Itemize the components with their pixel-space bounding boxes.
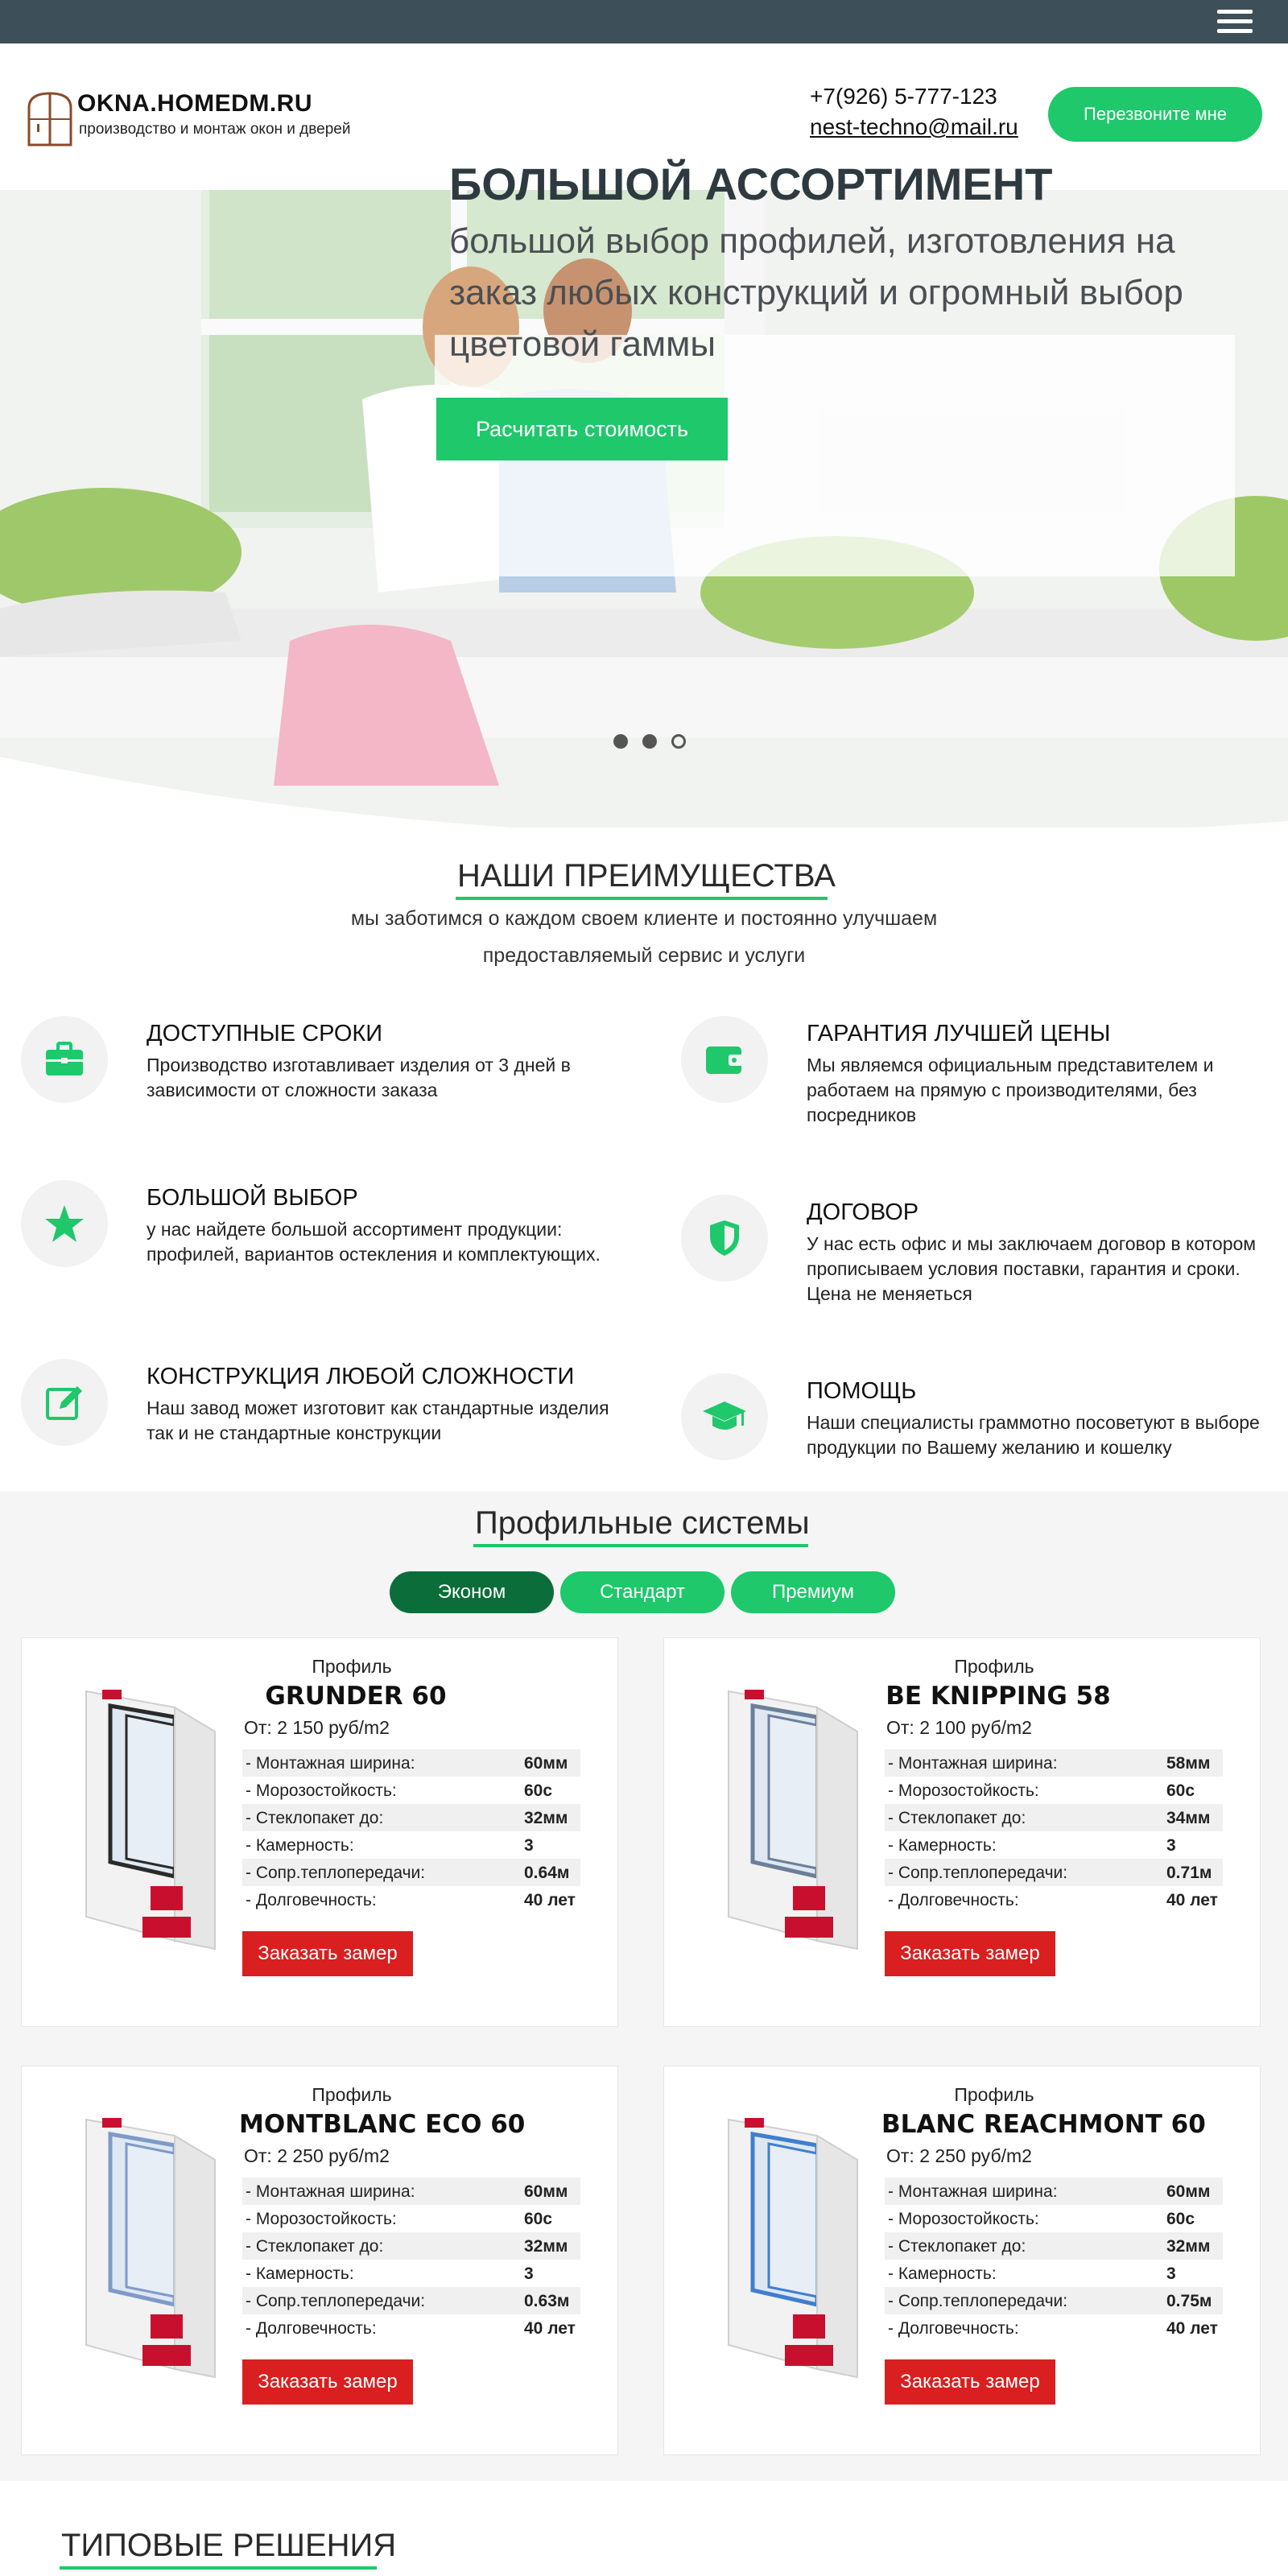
- spec-table: [242, 1749, 580, 1913]
- spec-row: [885, 1777, 1223, 1804]
- menu-icon[interactable]: [1217, 10, 1253, 34]
- edit-icon: [21, 1359, 108, 1446]
- spec-value: 60мм: [524, 1754, 568, 1773]
- spec-label: - Морозостойкость:: [888, 2210, 1039, 2228]
- spec-value: 3: [524, 2264, 534, 2283]
- window-profile-image: [696, 2103, 890, 2393]
- slider-dot-1[interactable]: [613, 734, 628, 749]
- spec-label: - Сопр.теплопередачи:: [246, 2292, 426, 2310]
- spec-row: [242, 2205, 580, 2232]
- brand-tagline: производство и монтаж окон и дверей: [79, 121, 351, 138]
- spec-table: [885, 1749, 1223, 1913]
- slider-dots: [613, 734, 686, 749]
- advantage-text: Производство изготавливает изделия от 3 дней в зависимости от сложности заказа: [147, 1055, 571, 1100]
- slider-dot-3[interactable]: [671, 734, 686, 749]
- brand-name[interactable]: OKNA.HOMEDM.RU: [77, 90, 312, 117]
- spec-value: 60мм: [1166, 2182, 1211, 2201]
- spec-value: 3: [524, 1836, 534, 1855]
- order-measure-button[interactable]: Заказать замер: [242, 1931, 413, 1976]
- profile-name: GRUNDER 60: [265, 1682, 447, 1711]
- spec-value: 58мм: [1166, 1754, 1211, 1773]
- spec-label: - Морозостойкость:: [246, 1781, 397, 1800]
- spec-row: [242, 2287, 580, 2314]
- spec-value: 40 лет: [524, 1891, 576, 1909]
- tab-econom[interactable]: Эконом: [390, 1571, 554, 1613]
- spec-row: [242, 2178, 580, 2205]
- spec-value: 32мм: [524, 1809, 568, 1827]
- advantage-title: ПОМОЩЬ: [807, 1378, 917, 1404]
- profile-card: [21, 1637, 618, 2027]
- spec-label: - Стеклопакет до:: [246, 2237, 384, 2256]
- advantages-title: НАШИ ПРЕИМУЩЕСТВА: [457, 858, 836, 894]
- spec-row: [885, 2205, 1223, 2232]
- spec-table: [242, 2178, 580, 2342]
- window-profile-image: [696, 1675, 890, 1965]
- spec-row: [242, 2260, 580, 2287]
- profile-caption: Профиль: [954, 2084, 1034, 2105]
- spec-row: [242, 1886, 580, 1913]
- spec-label: - Сопр.теплопередачи:: [888, 2292, 1068, 2310]
- window-profile-image: [54, 2103, 247, 2393]
- spec-value: 60мм: [524, 2182, 568, 2201]
- advantages-subtitle-line-2: предоставляемый сервис и услуги: [482, 944, 806, 967]
- spec-label: - Камерность:: [246, 2264, 354, 2283]
- profile-name: BE KNIPPING 58: [886, 1682, 1111, 1711]
- spec-value: 60с: [1166, 1781, 1195, 1800]
- profile-card: [663, 1637, 1261, 2027]
- profile-card: [21, 2066, 618, 2455]
- spec-label: - Стеклопакет до:: [888, 1809, 1026, 1827]
- advantage-title: ДОГОВОР: [807, 1199, 919, 1225]
- profile-name: MONTBLANC ECO 60: [239, 2110, 526, 2139]
- profile-price: От: 2 150 руб/m2: [244, 1717, 390, 1738]
- spec-label: - Долговечность:: [246, 2319, 377, 2338]
- spec-value: 3: [1166, 1836, 1176, 1855]
- spec-row: [242, 1749, 580, 1777]
- spec-row: [885, 1804, 1223, 1831]
- spec-label: - Долговечность:: [888, 2319, 1019, 2338]
- spec-value: 0.64м: [524, 1864, 570, 1882]
- top-bar: [0, 0, 1288, 43]
- spec-table: [885, 2178, 1223, 2342]
- spec-row: [242, 1804, 580, 1831]
- spec-label: - Монтажная ширина:: [888, 1754, 1058, 1773]
- profile-price: От: 2 250 руб/m2: [244, 2145, 390, 2166]
- profiles-title: Профильные системы: [475, 1505, 810, 1541]
- spec-label: - Морозостойкость:: [246, 2210, 397, 2228]
- profile-card: [663, 2066, 1261, 2455]
- phone-link[interactable]: +7(926) 5-777-123: [810, 84, 997, 109]
- profile-caption: Профиль: [312, 1656, 392, 1677]
- spec-row: [242, 1859, 580, 1886]
- spec-row: [885, 2178, 1223, 2205]
- spec-value: 40 лет: [524, 2319, 576, 2338]
- spec-value: 60с: [1166, 2210, 1195, 2228]
- calculate-price-button[interactable]: Расчитать стоимость: [436, 398, 728, 460]
- spec-value: 60с: [524, 1781, 553, 1800]
- advantages-subtitle: [0, 900, 1288, 974]
- spec-row: [885, 2260, 1223, 2287]
- briefcase-icon: [21, 1016, 108, 1103]
- wallet-icon: [681, 1016, 768, 1103]
- spec-row: [885, 1831, 1223, 1859]
- spec-label: - Морозостойкость:: [888, 1781, 1039, 1800]
- profile-price: От: 2 250 руб/m2: [886, 2145, 1032, 2166]
- spec-value: 60с: [524, 2210, 553, 2228]
- advantage-title: КОНСТРУКЦИЯ ЛЮБОЙ СЛОЖНОСТИ: [147, 1364, 575, 1389]
- spec-row: [885, 2287, 1223, 2314]
- profiles-title-underline: [473, 1544, 808, 1547]
- spec-row: [885, 2314, 1223, 2342]
- advantage-title: БОЛЬШОЙ ВЫБОР: [147, 1185, 358, 1211]
- shield-icon: [681, 1195, 768, 1282]
- order-measure-button[interactable]: Заказать замер: [885, 1931, 1055, 1976]
- advantage-text: у нас найдете большой ассортимент продукции: профилей, вариантов остекления и комплектующих.: [147, 1219, 601, 1265]
- spec-label: - Монтажная ширина:: [246, 1754, 415, 1773]
- spec-value: 0.75м: [1166, 2292, 1212, 2310]
- advantage-text: Наш завод может изготовит как стандартные изделия так и не стандартные конструкции: [147, 1397, 609, 1443]
- slider-dot-2[interactable]: [642, 734, 657, 749]
- email-link[interactable]: nest-techno@mail.ru: [810, 114, 1018, 139]
- hero-subtitle: большой выбор профилей, изготовления на заказ любых конструкций и огромный выбор цветовой гаммы: [449, 221, 1183, 364]
- spec-value: 32мм: [1166, 2237, 1211, 2256]
- advantages-subtitle-line-1: мы заботимся о каждом своем клиенте и постоянно улучшаем: [350, 907, 938, 930]
- graduation-cap-icon: [681, 1373, 768, 1460]
- spec-label: - Монтажная ширина:: [888, 2182, 1058, 2201]
- spec-row: [885, 2232, 1223, 2260]
- spec-row: [885, 1749, 1223, 1777]
- spec-label: - Камерность:: [888, 2264, 997, 2283]
- spec-value: 32мм: [524, 2237, 568, 2256]
- spec-value: 0.71м: [1166, 1864, 1212, 1882]
- spec-row: [242, 2314, 580, 2342]
- spec-value: 40 лет: [1166, 1891, 1218, 1909]
- advantage-text: У нас есть офис и мы заключаем договор в котором прописываем условия поставки, гарантия и сроки. Цена не меняеться: [807, 1233, 1257, 1304]
- spec-label: - Долговечность:: [246, 1891, 377, 1909]
- spec-label: - Стеклопакет до:: [246, 1809, 384, 1827]
- spec-label: - Камерность:: [888, 1836, 997, 1855]
- window-profile-image: [54, 1675, 247, 1965]
- profile-caption: Профиль: [954, 1656, 1034, 1677]
- spec-row: [242, 2232, 580, 2260]
- spec-row: [242, 1777, 580, 1804]
- advantage-title: ГАРАНТИЯ ЛУЧШЕЙ ЦЕНЫ: [807, 1021, 1111, 1046]
- profile-price: От: 2 100 руб/m2: [886, 1717, 1032, 1738]
- spec-label: - Сопр.теплопередачи:: [246, 1864, 426, 1882]
- solutions-title-underline: [60, 2566, 377, 2570]
- hero-title: БОЛЬШОЙ АССОРТИМЕНТ: [449, 159, 1053, 209]
- spec-row: [885, 1859, 1223, 1886]
- profile-name: BLANC REACHMONT 60: [881, 2110, 1206, 2139]
- order-measure-button[interactable]: Заказать замер: [885, 2359, 1055, 2405]
- spec-label: - Долговечность:: [888, 1891, 1019, 1909]
- profile-caption: Профиль: [312, 2084, 392, 2105]
- spec-value: 34мм: [1166, 1809, 1211, 1827]
- spec-label: - Камерность:: [246, 1836, 354, 1855]
- callback-button[interactable]: Перезвоните мне: [1048, 87, 1262, 142]
- spec-value: 0.63м: [524, 2292, 570, 2310]
- advantage-title: ДОСТУПНЫЕ СРОКИ: [147, 1021, 383, 1046]
- spec-row: [242, 1831, 580, 1859]
- advantage-text: Мы являемся официальным представителем и работаем на прямую с производителями, без посредников: [807, 1055, 1214, 1125]
- order-measure-button[interactable]: Заказать замер: [242, 2359, 413, 2405]
- spec-row: [885, 1886, 1223, 1913]
- spec-label: - Стеклопакет до:: [888, 2237, 1026, 2256]
- window-logo-icon[interactable]: [26, 90, 74, 147]
- profile-tabs: [390, 1571, 895, 1613]
- spec-label: - Сопр.теплопередачи:: [888, 1864, 1068, 1882]
- spec-label: - Монтажная ширина:: [246, 2182, 415, 2201]
- star-icon: [21, 1180, 108, 1267]
- solutions-title: ТИПОВЫЕ РЕШЕНИЯ: [61, 2528, 397, 2563]
- advantage-text: Наши специалисты граммотно посоветуют в выборе продукции по Вашему желанию и кошелку: [807, 1412, 1260, 1458]
- spec-value: 3: [1166, 2264, 1176, 2283]
- spec-value: 40 лет: [1166, 2319, 1218, 2338]
- tab-standard[interactable]: Стандарт: [560, 1571, 724, 1613]
- tab-premium[interactable]: Премиум: [731, 1571, 895, 1613]
